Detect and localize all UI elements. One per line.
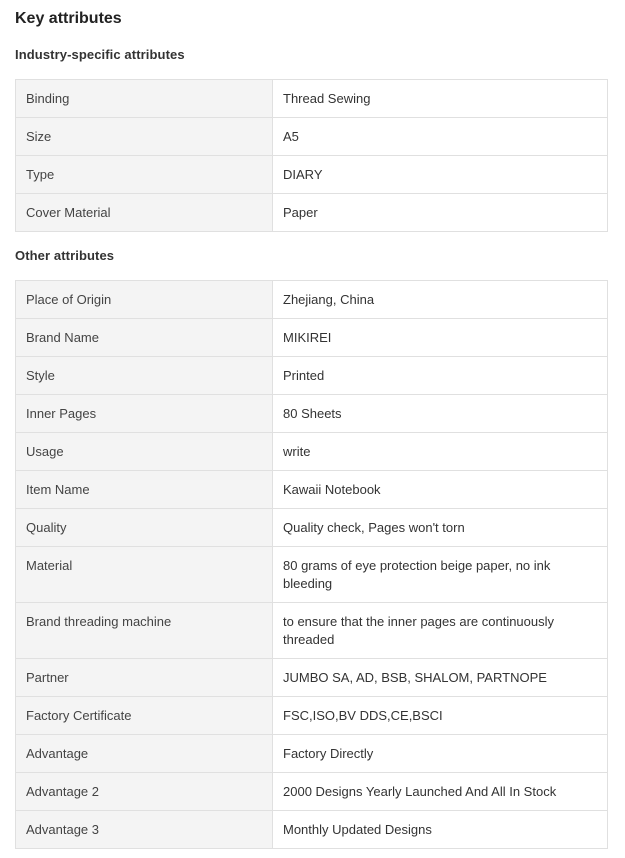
other-section-heading: Other attributes <box>15 248 115 263</box>
attribute-key: Cover Material <box>16 194 273 232</box>
attribute-key: Brand threading machine <box>16 603 273 659</box>
attribute-value: write <box>273 433 608 471</box>
table-row <box>16 603 608 659</box>
attribute-key: Advantage <box>16 735 273 773</box>
attribute-value: 80 grams of eye protection beige paper, no ink bleeding <box>273 547 608 603</box>
attribute-value: A5 <box>273 118 608 156</box>
attribute-key: Material <box>16 547 273 603</box>
industry-section-heading: Industry-specific attributes <box>15 47 185 62</box>
attribute-value: Printed <box>273 357 608 395</box>
attribute-key: Binding <box>16 80 273 118</box>
attribute-key: Brand Name <box>16 319 273 357</box>
table-row <box>16 357 608 395</box>
table-row <box>16 547 608 603</box>
attribute-key: Quality <box>16 509 273 547</box>
attribute-key: Item Name <box>16 471 273 509</box>
attribute-key: Factory Certificate <box>16 697 273 735</box>
attribute-key: Style <box>16 357 273 395</box>
attribute-value: Factory Directly <box>273 735 608 773</box>
attribute-key: Advantage 3 <box>16 811 273 849</box>
table-row <box>16 433 608 471</box>
attribute-value: Monthly Updated Designs <box>273 811 608 849</box>
attribute-value: 2000 Designs Yearly Launched And All In Stock <box>273 773 608 811</box>
attribute-key: Size <box>16 118 273 156</box>
table-row <box>16 319 608 357</box>
attribute-key: Advantage 2 <box>16 773 273 811</box>
attribute-value: to ensure that the inner pages are continuously threaded <box>273 603 608 659</box>
attribute-value: Kawaii Notebook <box>273 471 608 509</box>
other-attributes-table <box>15 280 608 849</box>
attribute-key: Type <box>16 156 273 194</box>
attribute-value: 80 Sheets <box>273 395 608 433</box>
attribute-value: DIARY <box>273 156 608 194</box>
page-title: Key attributes <box>15 10 122 27</box>
table-row <box>16 735 608 773</box>
table-row <box>16 509 608 547</box>
table-row <box>16 395 608 433</box>
attribute-value: FSC,ISO,BV DDS,CE,BSCI <box>273 697 608 735</box>
table-row <box>16 811 608 849</box>
table-row <box>16 194 608 232</box>
attribute-key: Partner <box>16 659 273 697</box>
table-row <box>16 281 608 319</box>
attribute-value: Quality check, Pages won't torn <box>273 509 608 547</box>
attribute-value: MIKIREI <box>273 319 608 357</box>
table-row <box>16 697 608 735</box>
attribute-value: JUMBO SA, AD, BSB, SHALOM, PARTNOPE <box>273 659 608 697</box>
table-row <box>16 118 608 156</box>
table-row <box>16 659 608 697</box>
table-row <box>16 773 608 811</box>
table-row <box>16 80 608 118</box>
industry-attributes-table <box>15 79 608 232</box>
attribute-key: Usage <box>16 433 273 471</box>
attribute-key: Inner Pages <box>16 395 273 433</box>
attribute-value: Zhejiang, China <box>273 281 608 319</box>
attribute-value: Thread Sewing <box>273 80 608 118</box>
attribute-key: Place of Origin <box>16 281 273 319</box>
table-row <box>16 156 608 194</box>
attribute-value: Paper <box>273 194 608 232</box>
table-row <box>16 471 608 509</box>
